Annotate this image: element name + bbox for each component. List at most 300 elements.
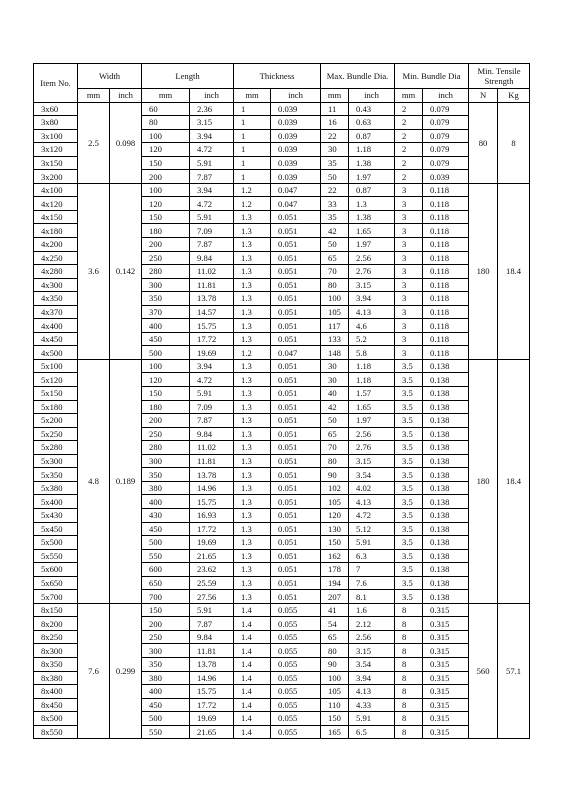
cell-max-dia-inch: 1.97	[349, 414, 395, 428]
unit-header: inch	[271, 89, 321, 103]
cell-length-mm: 120	[142, 373, 190, 387]
cell-tensile-kg: 18.4	[498, 183, 530, 359]
cell-length-inch: 14.96	[190, 671, 234, 685]
cell-max-dia-mm: 35	[321, 210, 349, 224]
cell-length-inch: 3.94	[190, 183, 234, 197]
cell-item-no: 5x120	[34, 373, 78, 387]
cell-max-dia-inch: 2.56	[349, 427, 395, 441]
cell-max-dia-mm: 178	[321, 563, 349, 577]
cell-length-mm: 400	[142, 495, 190, 509]
cell-max-dia-mm: 80	[321, 644, 349, 658]
cell-length-inch: 19.69	[190, 346, 234, 360]
cell-tensile-n: 560	[469, 603, 498, 738]
cell-max-dia-inch: 4.13	[349, 495, 395, 509]
cell-thickness-mm: 1	[234, 102, 271, 116]
cell-max-dia-mm: 70	[321, 441, 349, 455]
cell-item-no: 5x400	[34, 495, 78, 509]
cell-min-dia-inch: 0.138	[423, 427, 469, 441]
cell-length-mm: 300	[142, 454, 190, 468]
cell-min-dia-mm: 3	[395, 332, 423, 346]
cell-length-mm: 80	[142, 116, 190, 130]
cell-thickness-mm: 1.3	[234, 454, 271, 468]
table-row	[34, 102, 530, 116]
cell-min-dia-mm: 2	[395, 156, 423, 170]
cell-length-mm: 400	[142, 685, 190, 699]
cell-length-mm: 450	[142, 698, 190, 712]
cell-item-no: 5x450	[34, 522, 78, 536]
cell-max-dia-mm: 65	[321, 427, 349, 441]
cell-thickness-mm: 1.3	[234, 278, 271, 292]
cell-max-dia-inch: 1.18	[349, 373, 395, 387]
cell-min-dia-mm: 3.5	[395, 522, 423, 536]
cell-length-inch: 11.81	[190, 278, 234, 292]
unit-header: Kg	[498, 89, 530, 103]
unit-header: inch	[190, 89, 234, 103]
cell-thickness-mm: 1.4	[234, 657, 271, 671]
cell-max-dia-mm: 35	[321, 156, 349, 170]
cell-min-dia-inch: 0.118	[423, 251, 469, 265]
cell-length-inch: 7.87	[190, 170, 234, 184]
cell-thickness-mm: 1.3	[234, 265, 271, 279]
cell-length-mm: 450	[142, 522, 190, 536]
cell-min-dia-mm: 3	[395, 183, 423, 197]
cell-item-no: 3x120	[34, 143, 78, 157]
cell-min-dia-mm: 3	[395, 197, 423, 211]
cell-max-dia-mm: 41	[321, 603, 349, 617]
cell-min-dia-inch: 0.315	[423, 630, 469, 644]
cell-min-dia-mm: 2	[395, 116, 423, 130]
cell-min-dia-inch: 0.079	[423, 156, 469, 170]
cell-min-dia-inch: 0.315	[423, 685, 469, 699]
cell-tensile-n: 180	[469, 183, 498, 359]
cell-item-no: 4x100	[34, 183, 78, 197]
cell-min-dia-inch: 0.315	[423, 712, 469, 726]
cell-length-mm: 550	[142, 549, 190, 563]
cell-tensile-n: 80	[469, 102, 498, 183]
cell-min-dia-inch: 0.138	[423, 536, 469, 550]
cell-min-dia-mm: 3.5	[395, 536, 423, 550]
cell-thickness-mm: 1.3	[234, 210, 271, 224]
cell-min-dia-mm: 3	[395, 265, 423, 279]
cell-max-dia-mm: 207	[321, 590, 349, 604]
cell-max-dia-mm: 22	[321, 129, 349, 143]
cell-item-no: 3x60	[34, 102, 78, 116]
cell-item-no: 8x200	[34, 617, 78, 631]
cell-min-dia-mm: 8	[395, 698, 423, 712]
cell-length-inch: 5.91	[190, 210, 234, 224]
cell-max-dia-inch: 2.12	[349, 617, 395, 631]
cell-max-dia-mm: 80	[321, 278, 349, 292]
cell-width-inch: 0.189	[110, 359, 142, 603]
cell-min-dia-mm: 3	[395, 305, 423, 319]
cell-max-dia-inch: 1.18	[349, 143, 395, 157]
cell-min-dia-inch: 0.138	[423, 373, 469, 387]
header-row	[34, 64, 530, 89]
cell-width-mm: 7.6	[78, 603, 110, 738]
cell-thickness-inch: 0.055	[271, 617, 321, 631]
cell-min-dia-mm: 3.5	[395, 359, 423, 373]
cell-item-no: 4x370	[34, 305, 78, 319]
cell-item-no: 5x700	[34, 590, 78, 604]
cell-thickness-mm: 1.3	[234, 468, 271, 482]
cell-max-dia-inch: 0.87	[349, 129, 395, 143]
cell-thickness-mm: 1.4	[234, 617, 271, 631]
cell-length-inch: 4.72	[190, 197, 234, 211]
cell-min-dia-inch: 0.138	[423, 563, 469, 577]
cell-length-mm: 100	[142, 183, 190, 197]
cell-item-no: 8x500	[34, 712, 78, 726]
cell-length-mm: 350	[142, 292, 190, 306]
cell-item-no: 5x250	[34, 427, 78, 441]
unit-header: mm	[321, 89, 349, 103]
cell-min-dia-inch: 0.079	[423, 102, 469, 116]
cell-thickness-mm: 1.3	[234, 549, 271, 563]
cell-length-inch: 7.87	[190, 617, 234, 631]
cell-thickness-inch: 0.051	[271, 536, 321, 550]
cell-min-dia-mm: 3.5	[395, 576, 423, 590]
cell-thickness-inch: 0.051	[271, 414, 321, 428]
cell-width-inch: 0.098	[110, 102, 142, 183]
cell-length-inch: 9.84	[190, 427, 234, 441]
cell-min-dia-inch: 0.118	[423, 197, 469, 211]
cell-length-inch: 4.72	[190, 143, 234, 157]
cell-max-dia-mm: 65	[321, 630, 349, 644]
cell-max-dia-mm: 105	[321, 305, 349, 319]
cell-length-mm: 120	[142, 143, 190, 157]
cell-thickness-inch: 0.051	[271, 441, 321, 455]
unit-header: N	[469, 89, 498, 103]
cell-max-dia-inch: 7	[349, 563, 395, 577]
cell-length-inch: 9.84	[190, 251, 234, 265]
cell-min-dia-inch: 0.138	[423, 522, 469, 536]
cell-length-mm: 450	[142, 332, 190, 346]
cell-min-dia-inch: 0.079	[423, 129, 469, 143]
cell-length-inch: 13.78	[190, 468, 234, 482]
cell-max-dia-inch: 5.91	[349, 536, 395, 550]
cell-max-dia-inch: 1.3	[349, 197, 395, 211]
cell-max-dia-mm: 33	[321, 197, 349, 211]
cell-thickness-inch: 0.055	[271, 725, 321, 739]
cell-thickness-inch: 0.051	[271, 359, 321, 373]
cell-thickness-inch: 0.047	[271, 346, 321, 360]
cell-item-no: 5x600	[34, 563, 78, 577]
cell-item-no: 4x180	[34, 224, 78, 238]
cell-min-dia-mm: 3	[395, 251, 423, 265]
cell-length-mm: 280	[142, 265, 190, 279]
unit-header: inch	[110, 89, 142, 103]
cell-min-dia-mm: 3.5	[395, 400, 423, 414]
cell-min-dia-mm: 2	[395, 143, 423, 157]
cell-max-dia-inch: 2.56	[349, 630, 395, 644]
cell-min-dia-inch: 0.039	[423, 170, 469, 184]
cell-thickness-inch: 0.039	[271, 116, 321, 130]
cell-max-dia-inch: 0.43	[349, 102, 395, 116]
cell-thickness-inch: 0.039	[271, 156, 321, 170]
cell-item-no: 4x250	[34, 251, 78, 265]
cell-thickness-mm: 1	[234, 129, 271, 143]
cell-item-no: 8x300	[34, 644, 78, 658]
cell-item-no: 8x550	[34, 725, 78, 739]
table-row	[34, 359, 530, 373]
cell-thickness-inch: 0.051	[271, 508, 321, 522]
cell-min-dia-mm: 3.5	[395, 563, 423, 577]
cell-min-dia-inch: 0.079	[423, 143, 469, 157]
cell-min-dia-inch: 0.118	[423, 265, 469, 279]
cell-max-dia-mm: 194	[321, 576, 349, 590]
cell-min-dia-inch: 0.118	[423, 210, 469, 224]
cell-item-no: 3x200	[34, 170, 78, 184]
cell-length-inch: 19.69	[190, 712, 234, 726]
cell-item-no: 3x150	[34, 156, 78, 170]
cell-max-dia-mm: 100	[321, 292, 349, 306]
cell-min-dia-inch: 0.118	[423, 319, 469, 333]
cell-max-dia-inch: 7.6	[349, 576, 395, 590]
cell-thickness-inch: 0.055	[271, 603, 321, 617]
cell-item-no: 5x500	[34, 536, 78, 550]
cell-max-dia-inch: 1.6	[349, 603, 395, 617]
cell-item-no: 3x80	[34, 116, 78, 130]
cell-min-dia-inch: 0.138	[423, 400, 469, 414]
cell-thickness-inch: 0.051	[271, 210, 321, 224]
cell-thickness-mm: 1.3	[234, 495, 271, 509]
cell-thickness-inch: 0.055	[271, 630, 321, 644]
cell-length-inch: 17.72	[190, 522, 234, 536]
cell-min-dia-mm: 3.5	[395, 414, 423, 428]
cell-item-no: 5x180	[34, 400, 78, 414]
cell-min-dia-inch: 0.118	[423, 238, 469, 252]
cell-length-mm: 380	[142, 671, 190, 685]
cell-min-dia-inch: 0.118	[423, 224, 469, 238]
table-row	[34, 183, 530, 197]
cell-tensile-kg: 57.1	[498, 603, 530, 738]
cell-length-mm: 150	[142, 603, 190, 617]
cell-max-dia-inch: 1.18	[349, 359, 395, 373]
cell-thickness-mm: 1.2	[234, 183, 271, 197]
cell-min-dia-inch: 0.138	[423, 454, 469, 468]
cell-length-inch: 21.65	[190, 549, 234, 563]
cell-length-inch: 15.75	[190, 495, 234, 509]
cell-item-no: 4x450	[34, 332, 78, 346]
cell-min-dia-mm: 2	[395, 102, 423, 116]
cell-min-dia-inch: 0.315	[423, 603, 469, 617]
cell-length-inch: 14.57	[190, 305, 234, 319]
cell-width-mm: 3.6	[78, 183, 110, 359]
cell-length-inch: 3.94	[190, 129, 234, 143]
cell-max-dia-mm: 148	[321, 346, 349, 360]
cell-length-inch: 16.93	[190, 508, 234, 522]
cell-thickness-inch: 0.051	[271, 265, 321, 279]
cell-min-dia-mm: 3	[395, 210, 423, 224]
cell-min-dia-inch: 0.138	[423, 508, 469, 522]
cell-max-dia-inch: 1.65	[349, 400, 395, 414]
cell-length-inch: 14.96	[190, 481, 234, 495]
cell-thickness-mm: 1.4	[234, 644, 271, 658]
cell-max-dia-mm: 102	[321, 481, 349, 495]
cell-length-mm: 180	[142, 224, 190, 238]
cell-thickness-inch: 0.051	[271, 522, 321, 536]
cell-length-mm: 150	[142, 210, 190, 224]
cell-min-dia-inch: 0.138	[423, 359, 469, 373]
cell-length-mm: 100	[142, 129, 190, 143]
cell-min-dia-mm: 3	[395, 238, 423, 252]
cell-min-dia-inch: 0.118	[423, 292, 469, 306]
header-min-tensile-strength: Min. Tensile Strength	[469, 64, 530, 89]
cell-max-dia-inch: 5.8	[349, 346, 395, 360]
cell-min-dia-mm: 3.5	[395, 454, 423, 468]
cell-min-dia-mm: 8	[395, 712, 423, 726]
cell-min-dia-mm: 3	[395, 224, 423, 238]
cell-length-mm: 120	[142, 197, 190, 211]
cell-thickness-mm: 1.4	[234, 671, 271, 685]
cell-min-dia-mm: 8	[395, 644, 423, 658]
cell-max-dia-inch: 0.63	[349, 116, 395, 130]
cell-thickness-mm: 1.3	[234, 332, 271, 346]
cell-length-inch: 11.02	[190, 265, 234, 279]
cell-length-mm: 400	[142, 319, 190, 333]
cell-min-dia-mm: 3.5	[395, 549, 423, 563]
cell-min-dia-inch: 0.138	[423, 468, 469, 482]
unit-row	[34, 89, 530, 103]
cell-length-inch: 5.91	[190, 387, 234, 401]
cell-min-dia-inch: 0.138	[423, 441, 469, 455]
cell-length-mm: 500	[142, 536, 190, 550]
cell-length-mm: 200	[142, 414, 190, 428]
cell-thickness-inch: 0.051	[271, 563, 321, 577]
cell-item-no: 5x550	[34, 549, 78, 563]
cell-max-dia-inch: 4.33	[349, 698, 395, 712]
cell-thickness-inch: 0.051	[271, 590, 321, 604]
cell-length-inch: 3.15	[190, 116, 234, 130]
cell-length-mm: 180	[142, 400, 190, 414]
cell-length-inch: 13.78	[190, 657, 234, 671]
cell-min-dia-mm: 8	[395, 685, 423, 699]
cell-max-dia-inch: 0.87	[349, 183, 395, 197]
cell-length-mm: 150	[142, 387, 190, 401]
cell-min-dia-inch: 0.315	[423, 698, 469, 712]
cell-thickness-mm: 1.3	[234, 441, 271, 455]
cell-thickness-inch: 0.051	[271, 576, 321, 590]
cell-max-dia-inch: 5.91	[349, 712, 395, 726]
cell-tensile-n: 180	[469, 359, 498, 603]
cell-max-dia-mm: 90	[321, 657, 349, 671]
cell-thickness-mm: 1.4	[234, 698, 271, 712]
cell-min-dia-mm: 3.5	[395, 387, 423, 401]
cell-length-mm: 600	[142, 563, 190, 577]
cell-thickness-mm: 1	[234, 156, 271, 170]
cell-max-dia-mm: 100	[321, 671, 349, 685]
cell-max-dia-inch: 3.15	[349, 454, 395, 468]
cell-thickness-inch: 0.047	[271, 183, 321, 197]
cell-max-dia-inch: 3.94	[349, 292, 395, 306]
table-row	[34, 603, 530, 617]
cell-max-dia-inch: 3.94	[349, 671, 395, 685]
cell-thickness-inch: 0.055	[271, 657, 321, 671]
cell-thickness-mm: 1.3	[234, 359, 271, 373]
cell-max-dia-inch: 1.97	[349, 170, 395, 184]
cell-max-dia-mm: 16	[321, 116, 349, 130]
table-body	[34, 102, 530, 739]
cell-item-no: 3x100	[34, 129, 78, 143]
cell-min-dia-inch: 0.315	[423, 725, 469, 739]
cell-width-mm: 2.5	[78, 102, 110, 183]
cell-length-mm: 700	[142, 590, 190, 604]
cell-max-dia-mm: 42	[321, 400, 349, 414]
cell-min-dia-mm: 3.5	[395, 495, 423, 509]
cell-max-dia-inch: 1.57	[349, 387, 395, 401]
cell-item-no: 8x380	[34, 671, 78, 685]
cell-thickness-inch: 0.051	[271, 387, 321, 401]
cell-min-dia-inch: 0.138	[423, 495, 469, 509]
cell-item-no: 5x150	[34, 387, 78, 401]
cell-length-mm: 500	[142, 346, 190, 360]
cell-thickness-inch: 0.051	[271, 454, 321, 468]
cell-item-no: 4x120	[34, 197, 78, 211]
cell-max-dia-inch: 2.76	[349, 441, 395, 455]
cell-thickness-mm: 1.3	[234, 305, 271, 319]
cell-min-dia-inch: 0.138	[423, 549, 469, 563]
cell-thickness-mm: 1.3	[234, 576, 271, 590]
cell-thickness-inch: 0.051	[271, 224, 321, 238]
cell-thickness-inch: 0.055	[271, 671, 321, 685]
cell-length-mm: 250	[142, 427, 190, 441]
cell-thickness-mm: 1.3	[234, 292, 271, 306]
cell-length-mm: 500	[142, 712, 190, 726]
cell-min-dia-inch: 0.315	[423, 671, 469, 685]
cell-length-mm: 250	[142, 251, 190, 265]
cell-length-mm: 200	[142, 238, 190, 252]
cell-thickness-mm: 1.3	[234, 427, 271, 441]
cell-thickness-inch: 0.051	[271, 305, 321, 319]
cell-item-no: 5x380	[34, 481, 78, 495]
cell-length-mm: 370	[142, 305, 190, 319]
cell-thickness-mm: 1.4	[234, 685, 271, 699]
cell-length-inch: 13.78	[190, 292, 234, 306]
cell-length-inch: 15.75	[190, 319, 234, 333]
header-thickness: Thickness	[234, 64, 321, 89]
cell-thickness-mm: 1	[234, 170, 271, 184]
cell-thickness-mm: 1	[234, 116, 271, 130]
cell-min-dia-inch: 0.138	[423, 414, 469, 428]
cell-thickness-inch: 0.051	[271, 481, 321, 495]
cell-item-no: 5x100	[34, 359, 78, 373]
cell-min-dia-inch: 0.138	[423, 481, 469, 495]
cell-length-mm: 300	[142, 644, 190, 658]
cell-width-mm: 4.8	[78, 359, 110, 603]
cell-thickness-inch: 0.051	[271, 292, 321, 306]
cell-item-no: 5x430	[34, 508, 78, 522]
cell-length-mm: 430	[142, 508, 190, 522]
cell-length-mm: 200	[142, 170, 190, 184]
cell-length-mm: 350	[142, 657, 190, 671]
header-max-bundle-dia: Max. Bundle Dia.	[321, 64, 395, 89]
cell-min-dia-inch: 0.118	[423, 346, 469, 360]
cell-item-no: 5x200	[34, 414, 78, 428]
cell-min-dia-mm: 8	[395, 671, 423, 685]
cell-min-dia-inch: 0.138	[423, 387, 469, 401]
cell-min-dia-mm: 3	[395, 292, 423, 306]
cell-min-dia-inch: 0.118	[423, 183, 469, 197]
cell-length-mm: 350	[142, 468, 190, 482]
cell-thickness-mm: 1.3	[234, 251, 271, 265]
cell-item-no: 8x400	[34, 685, 78, 699]
cell-length-inch: 5.91	[190, 156, 234, 170]
cell-min-dia-mm: 3	[395, 278, 423, 292]
cell-thickness-mm: 1	[234, 143, 271, 157]
cell-min-dia-inch: 0.118	[423, 305, 469, 319]
cell-thickness-inch: 0.039	[271, 143, 321, 157]
cell-max-dia-inch: 3.15	[349, 278, 395, 292]
cell-thickness-inch: 0.051	[271, 468, 321, 482]
